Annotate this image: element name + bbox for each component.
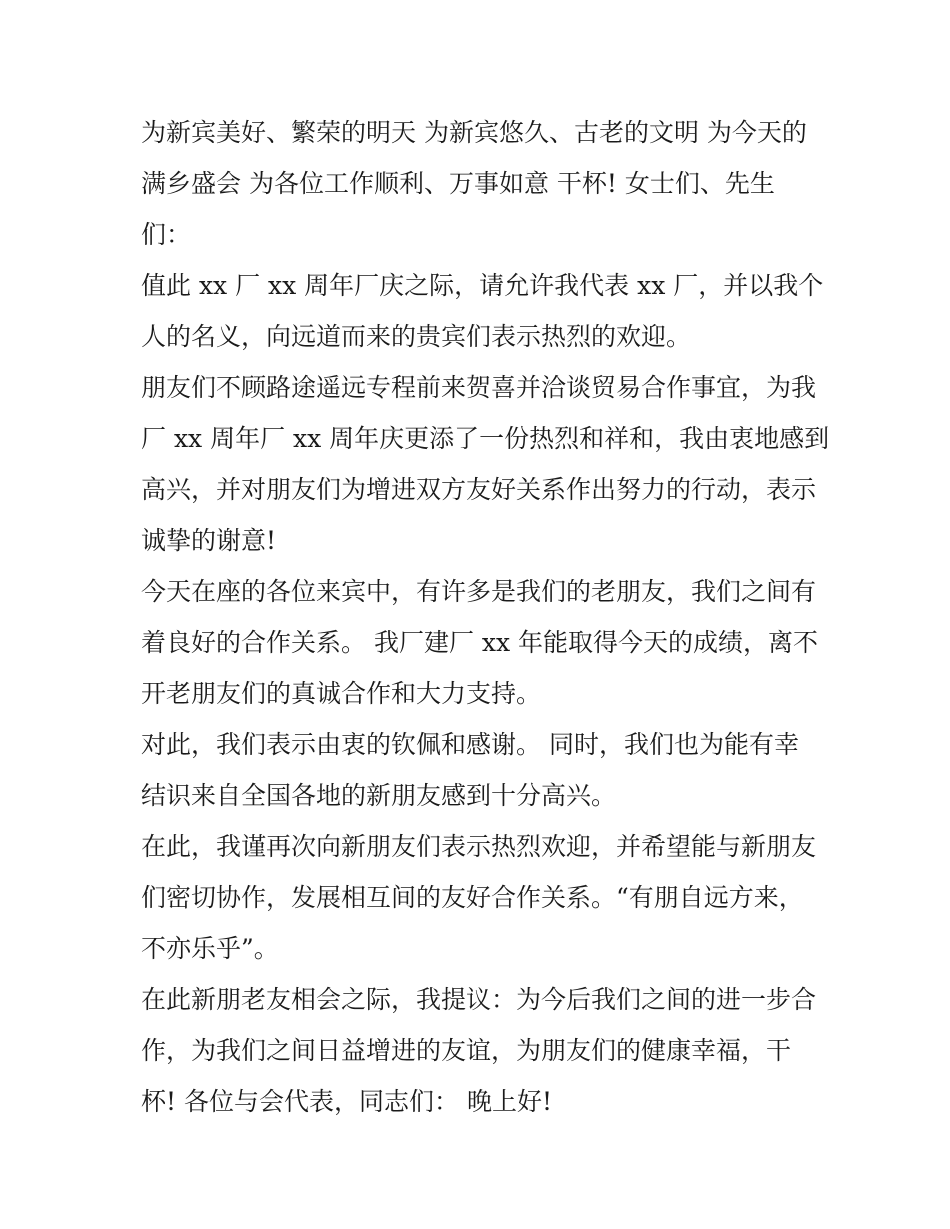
text-line: 结识来自全国各地的新朋友感到十分高兴。 [141, 781, 617, 810]
text-line: 着良好的合作关系。 我厂建厂 xx 年能取得今天的成绩，离不 [141, 628, 819, 657]
text-line: 在此，我谨再次向新朋友们表示热烈欢迎，并希望能与新朋友 [141, 832, 817, 861]
text-line: 作，为我们之间日益增进的友谊，为朋友们的健康幸福，干 [141, 1036, 792, 1065]
text-line: 人的名义，向远道而来的贵宾们表示热烈的欢迎。 [141, 322, 692, 351]
text-line: 开老朋友们的真诚合作和大力支持。 [141, 679, 542, 708]
text-line: 为新宾美好、繁荣的明天 为新宾悠久、古老的文明 为今天的 [141, 118, 807, 147]
text-line: 们： [141, 220, 192, 249]
text-line: 值此 xx 厂 xx 周年厂庆之际，请允许我代表 xx 厂，并以我个 [141, 271, 824, 300]
text-line: 满乡盛会 为各位工作顺利、万事如意 干杯! 女士们、先生 [141, 169, 775, 198]
text-line: 诚挚的谢意! [141, 526, 277, 555]
text-line: 今天在座的各位来宾中，有许多是我们的老朋友，我们之间有 [141, 577, 817, 606]
text-line: 厂 xx 周年厂 xx 周年庆更添了一份热烈和祥和，我由衷地感到 [141, 424, 830, 453]
text-line: 对此，我们表示由衷的钦佩和感谢。 同时，我们也为能有幸 [141, 730, 799, 759]
text-line: 高兴，并对朋友们为增进双方友好关系作出努力的行动，表示 [141, 475, 817, 504]
text-line: 们密切协作，发展相互间的友好合作关系。“有朋自远方来， [141, 883, 804, 912]
text-line: 朋友们不顾路途遥远专程前来贺喜并洽谈贸易合作事宜，为我 [141, 373, 817, 402]
text-line: 在此新朋老友相会之际，我提议：为今后我们之间的进一步合 [141, 985, 817, 1014]
text-line: 杯! 各位与会代表，同志们： 晚上好! [141, 1087, 552, 1116]
document-body [141, 107, 830, 1127]
text-line: 不亦乐乎”。 [141, 934, 279, 963]
